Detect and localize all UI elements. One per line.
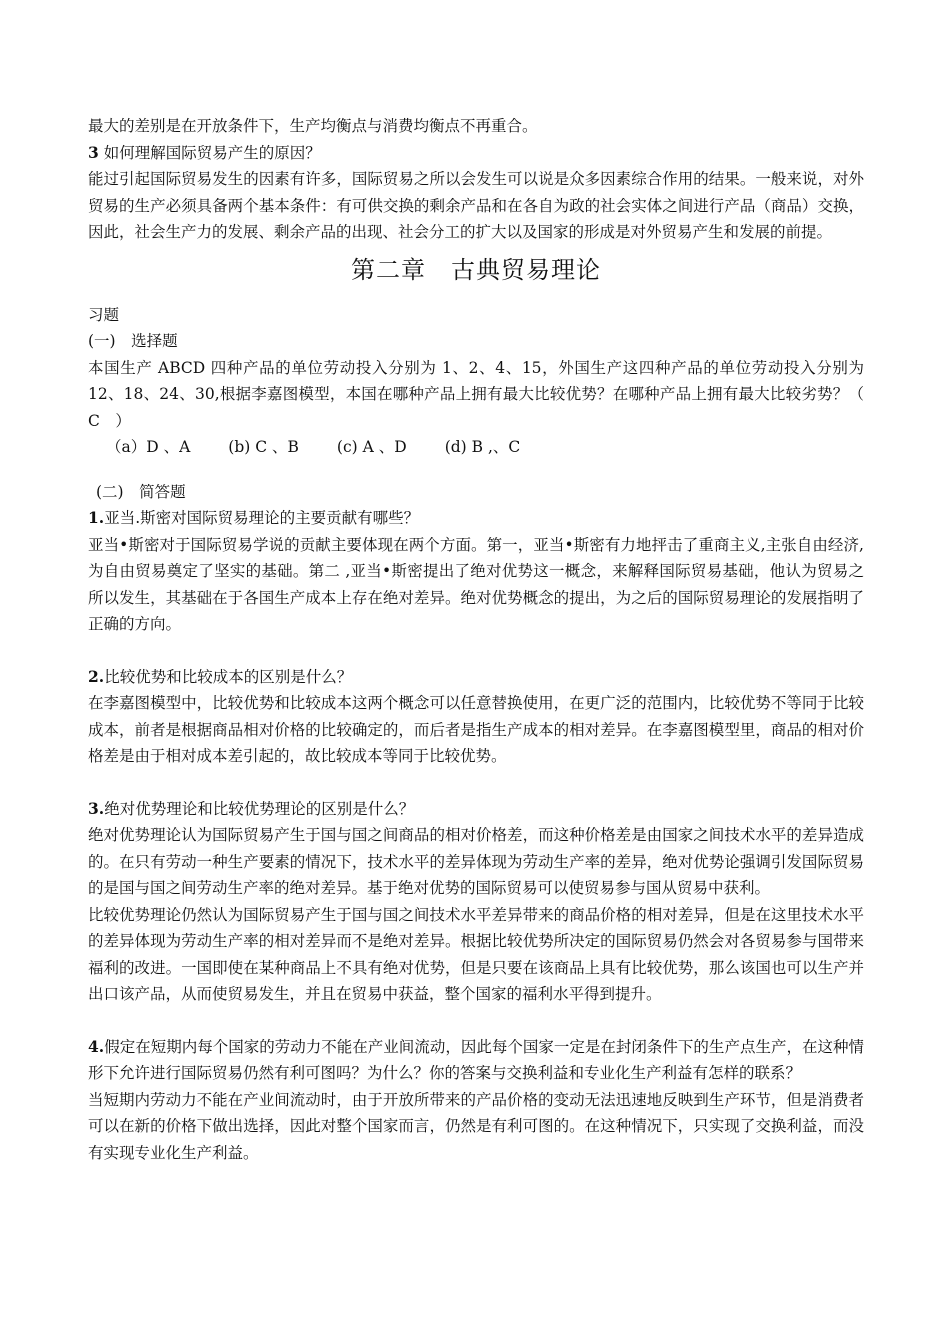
question-text: 亚当.斯密对国际贸易理论的主要贡献有哪些？: [104, 509, 420, 527]
section-2-heading: (二) 简答题: [96, 482, 186, 501]
answer-3-part-1: 绝对优势理论认为国际贸易产生于国与国之间商品的相对价格差，而这种价格差是由国家之间技术水平的差异造成的。在只有劳动一种生产要素的情况下，技术水平的差异体现为劳动生产率的差异，绝对优势论强调引发国际贸易的是国与国之间劳动生产率的绝对差异。基于绝对优势的国际贸易可以使贸易参与国从贸易中获利。: [88, 826, 864, 897]
intro-paragraph: 最大的差别是在开放条件下，生产均衡点与消费均衡点不再重合。: [88, 117, 538, 135]
answer-3-part-2: 比较优势理论仍然认为国际贸易产生于国与国之间技术水平差异带来的商品价格的相对差异，但是在这里技术水平的差异体现为劳动生产率的相对差异而不是绝对差异。根据比较优势所决定的国际贸易仍然会对各贸易参与国带来福利的改进。一国即使在某种商品上不具有绝对优势，但是只要在该商品上具有比较优势，那么该国也可以生产并出口该产品，从而使贸易发生，并且在贸易中获益，整个国家的福利水平得到提升。: [88, 905, 864, 1003]
question-text: 绝对优势理论和比较优势理论的区别是什么？: [104, 799, 415, 818]
intro-answer-3: 能过引起国际贸易发生的因素有许多，国际贸易之所以会发生可以说是众多因素综合作用的结果。一般来说，对外贸易的生产必须具备两个基本条件：有可供交换的剩余产品和在各自为政的社会实体之间进行产品（商品）交换，因此，社会生产力的发展、剩余产品的出现、社会分工的扩大以及国家的形成是对外贸易产生和发展的前提。: [88, 170, 864, 241]
question-4: [88, 1034, 864, 1087]
answer-1: 亚当•斯密对于国际贸易学说的贡献主要体现在两个方面。第一，亚当•斯密有力地抨击了重商主义,主张自由经济,为自由贸易奠定了坚实的基础。第二 ,亚当•斯密提出了绝对优势这一概念，来解释国际贸易基础，他认为贸易之所以发生，其基础在于各国生产成本上存在绝对差异。绝对优势概念的提出，为之后的国际贸易理论的发展指明了正确的方向。: [88, 535, 864, 633]
answer-options: [88, 434, 864, 461]
option-d: (d) B ,、C: [444, 438, 521, 456]
question-number: 3.: [88, 798, 105, 818]
option-b: (b) C 、B: [228, 438, 299, 456]
question-2: [88, 664, 864, 691]
option-a: （a）D 、A: [106, 438, 191, 456]
question-3: [88, 796, 864, 823]
question-number: 2.: [88, 666, 105, 686]
intro-question-3: [88, 140, 864, 167]
question-number: 4.: [88, 1036, 105, 1056]
question-number: 1.: [88, 508, 105, 527]
question-number: 3: [88, 142, 99, 162]
question-text: 比较优势和比较成本的区别是什么？: [104, 667, 353, 686]
multiple-choice-question: 本国生产 ABCD 四种产品的单位劳动投入分别为 1、2、4、15，外国生产这四种产品的单位劳动投入分别为 12、18、24、30,根据李嘉图模型，本国在哪种产品上拥有最大比较优势？在哪种产品上拥有最大比较劣势？（ C ）: [88, 358, 880, 430]
option-c: (c) A 、D: [336, 438, 407, 456]
question-text: 假定在短期内每个国家的劳动力不能在产业间流动，因此每个国家一定是在封闭条件下的生产点生产，在这种情形下允许进行国际贸易仍然有利可图吗？为什么？你的答案与交换利益和专业化生产利益有怎样的联系？: [88, 1037, 864, 1082]
chapter-title: 第二章 古典贸易理论: [351, 255, 601, 284]
question-1: [88, 505, 864, 532]
answer-4: 当短期内劳动力不能在产业间流动时，由于开放所带来的产品价格的变动无法迅速地反映到生产环节，但是消费者可以在新的价格下做出选择，因此对整个国家而言，仍然是有利可图的。在这种情况下，只实现了交换利益，而没有实现专业化生产利益。: [88, 1090, 864, 1162]
question-text: 如何理解国际贸易产生的原因？: [98, 143, 321, 162]
exercises-label: 习题: [88, 305, 120, 324]
answer-2: 在李嘉图模型中，比较优势和比较成本这两个概念可以任意替换使用，在更广泛的范围内，比较优势不等同于比较成本，前者是根据商品相对价格的比较确定的，而后者是指生产成本的相对差异。在李嘉图模型里，商品的相对价格差是由于相对成本差引起的，故比较成本等同于比较优势。: [88, 694, 864, 765]
section-1-heading: (一) 选择题: [88, 332, 178, 350]
document-page: [88, 113, 880, 1166]
